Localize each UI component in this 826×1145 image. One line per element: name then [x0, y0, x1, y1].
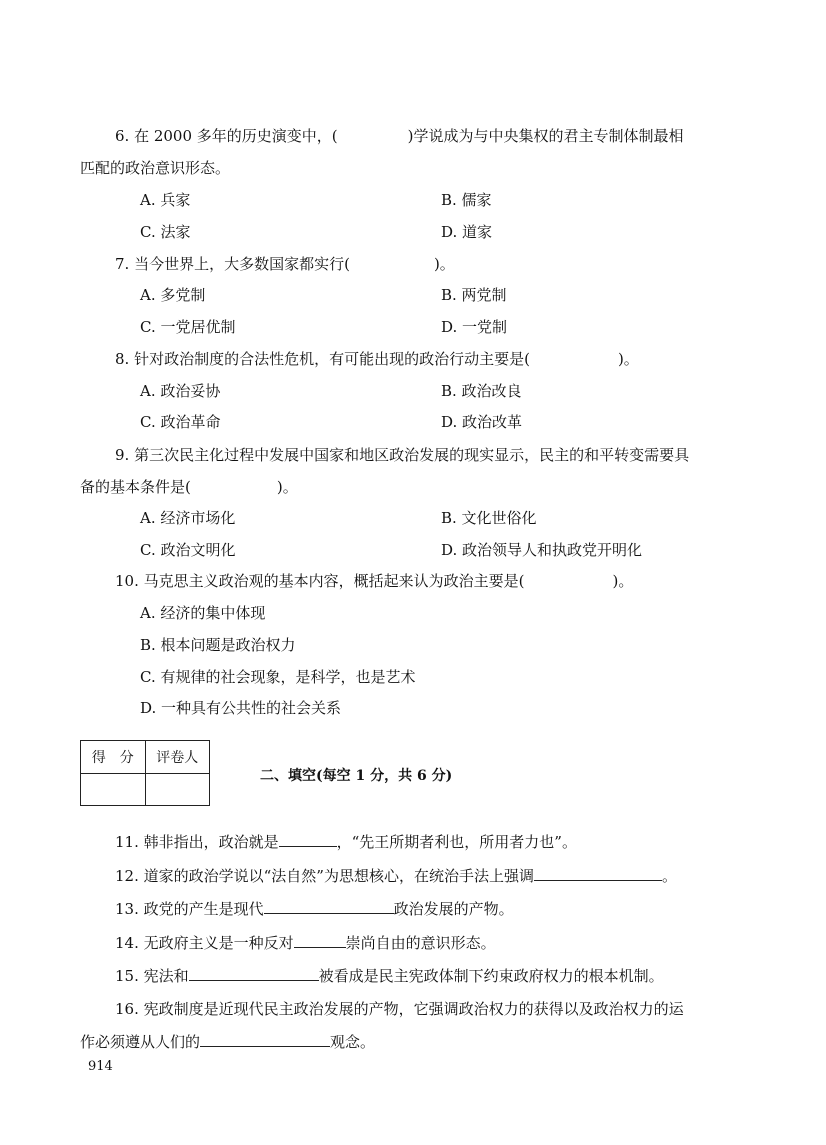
question-8-option-c: C. 政治革命: [140, 413, 221, 431]
section-2-title: 二、填空(每空 1 分，共 6 分): [260, 768, 453, 784]
question-15-text-b: 被看成是民主宪政体制下约束政府权力的根本机制。: [318, 967, 664, 985]
question-9-option-d: D. 政治领导人和执政党开明化: [441, 541, 643, 559]
question-6-text-a: 6. 在 2000 多年的历史演变中，(: [115, 127, 338, 145]
question-6: [115, 126, 684, 146]
question-6-option-d: D. 道家: [441, 223, 493, 241]
question-9-cont-b: )。: [276, 478, 298, 496]
question-16: 16. 宪政制度是近现代民主政治发展的产物，它强调政治权力的获得以及政治权力的运: [115, 1000, 684, 1018]
question-12-blank: [534, 866, 662, 881]
question-13-blank: [264, 899, 394, 914]
question-15: [115, 966, 664, 986]
question-10-option-c: C. 有规律的社会现象，是科学，也是艺术: [140, 668, 416, 686]
question-6-option-c: C. 法家: [140, 223, 191, 241]
question-14-text-a: 14. 无政府主义是一种反对: [115, 934, 294, 952]
question-8: [115, 349, 639, 369]
question-15-text-a: 15. 宪法和: [115, 967, 189, 985]
question-9-option-a: A. 经济市场化: [140, 509, 236, 527]
question-13: [115, 899, 514, 919]
question-7-option-c: C. 一党居优制: [140, 318, 236, 336]
question-8-text-a: 8. 针对政治制度的合法性危机，有可能出现的政治行动主要是(: [115, 350, 530, 368]
question-7-option-d: D. 一党制: [441, 318, 508, 336]
question-14: [115, 933, 496, 953]
question-8-text-b: )。: [617, 350, 639, 368]
question-10-text-b: )。: [612, 572, 634, 590]
question-14-blank: [294, 933, 346, 948]
question-11: [115, 832, 577, 852]
question-9-cont-a: 备的基本条件是(: [80, 478, 191, 496]
grader-header: 评卷人: [145, 741, 210, 774]
question-12-text-a: 12. 道家的政治学说以“法自然”为思想核心，在统治手法上强调: [115, 867, 534, 885]
question-13-text-a: 13. 政党的产生是现代: [115, 900, 264, 918]
question-11-text-a: 11. 韩非指出，政治就是: [115, 833, 279, 851]
question-7: [115, 254, 455, 274]
grader-cell: [145, 774, 210, 806]
question-10-option-b: B. 根本问题是政治权力: [140, 636, 296, 654]
question-10-option-a: A. 经济的集中体现: [140, 604, 266, 622]
question-9-option-b: B. 文化世俗化: [441, 509, 537, 527]
question-14-text-b: 崇尚自由的意识形态。: [345, 934, 496, 952]
question-12-text-b: 。: [661, 867, 677, 885]
question-16-cont-a: 作必须遵从人们的: [80, 1033, 201, 1051]
question-6-text-b: )学说成为与中央集权的君主专制体制最相: [407, 127, 684, 145]
question-7-option-a: A. 多党制: [140, 286, 206, 304]
question-8-option-b: B. 政治改良: [441, 382, 522, 400]
page-number: 914: [88, 1059, 113, 1074]
question-9-option-c: C. 政治文明化: [140, 541, 236, 559]
question-13-text-b: 政治发展的产物。: [393, 900, 514, 918]
question-6-option-b: B. 儒家: [441, 191, 492, 209]
question-12: [115, 866, 677, 886]
score-table: [80, 740, 210, 806]
question-9-continuation: [80, 477, 298, 497]
question-7-option-b: B. 两党制: [441, 286, 507, 304]
question-10-text-a: 10. 马克思主义政治观的基本内容，概括起来认为政治主要是(: [115, 572, 525, 590]
question-8-option-a: A. 政治妥协: [140, 382, 221, 400]
score-header: 得 分: [81, 741, 146, 774]
question-8-option-d: D. 政治改革: [441, 413, 523, 431]
question-16-continuation: [80, 1032, 375, 1052]
score-cell: [81, 774, 146, 806]
question-10: [115, 571, 633, 591]
question-10-option-d: D. 一种具有公共性的社会关系: [140, 699, 342, 717]
question-11-blank: [279, 832, 337, 847]
question-16-blank: [200, 1032, 330, 1047]
question-6-continuation: 匹配的政治意识形态。: [80, 159, 231, 177]
question-9: 9. 第三次民主化过程中发展中国家和地区政治发展的现实显示，民主的和平转变需要具: [115, 446, 690, 464]
question-16-cont-b: 观念。: [330, 1033, 376, 1051]
question-7-text-b: )。: [433, 255, 455, 273]
question-11-text-b: ，“先王所期者利也，所用者力也”。: [336, 833, 577, 851]
question-15-blank: [189, 966, 319, 981]
question-6-option-a: A. 兵家: [140, 191, 191, 209]
question-7-text-a: 7. 当今世界上，大多数国家都实行(: [115, 255, 350, 273]
